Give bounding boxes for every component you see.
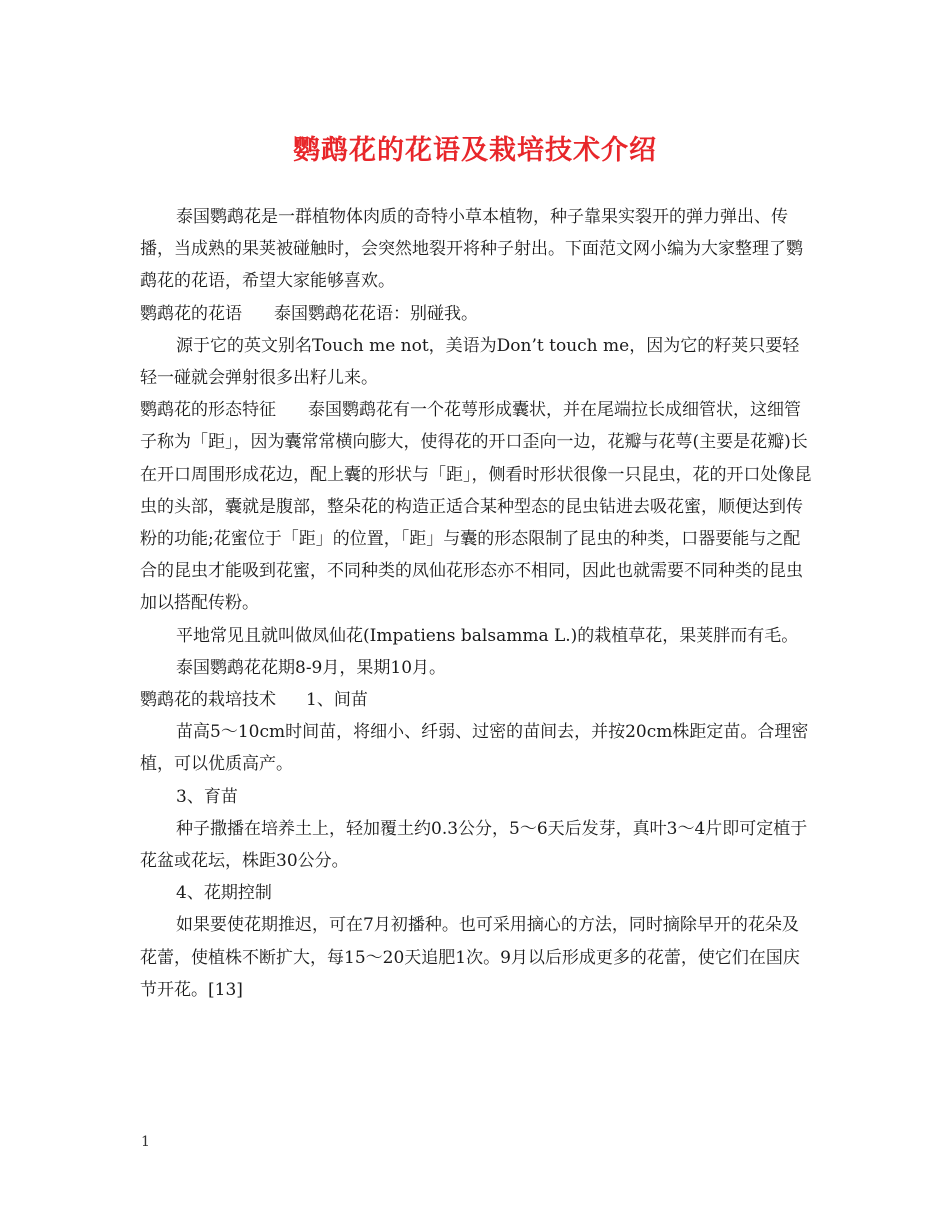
intro-paragraph: 泰国鹦鹉花是一群植物体肉质的奇特小草本植物，种子靠果实裂开的弹力弹出、传播，当成熟的果荚被碰触时，会突然地裂开将种子射出。下面范文网小编为大家整理了鹦鹉花的花语，希望大家能够喜欢。 <box>140 207 803 292</box>
origin-paragraph: 源于它的英文别名Touch me not，美语为Don’t touch me，因为它的籽荚只要轻轻一碰就会弹射很多出籽儿来。 <box>140 335 800 389</box>
huayu-heading: 鹦鹉花的花语 <box>140 303 242 324</box>
page-number: 1 <box>141 1134 150 1150</box>
pingdi-paragraph: 平地常见且就叫做凤仙花(Impatiens balsamma L.)的栽植草花，果荚胖而有毛。 <box>176 625 799 646</box>
huayu-text: 泰国鹦鹉花花语：别碰我。 <box>274 303 478 324</box>
form-paragraph <box>140 394 815 619</box>
step3-title: 3、育苗 <box>176 786 238 807</box>
step4-title: 4、花期控制 <box>176 883 272 904</box>
cultivation-heading: 鹦鹉花的栽培技术 <box>140 690 276 711</box>
step1-title: 1、间苗 <box>306 690 368 711</box>
form-text: 泰国鹦鹉花有一个花萼形成囊状，并在尾端拉长成细管状，这细管子称为「距」，因为囊常常横向膨大，使得花的开口歪向一边，花瓣与花萼(主要是花瓣)长在开口周围形成花边，配上囊的形状与「距」，侧看时形状很像一只昆虫，花的开口处像昆虫的头部，囊就是腹部，整朵花的构造正适合某种型态的昆虫钻进去吸花蜜，顺便达到传粉的功能;花蜜位于「距」的位置，「距」与囊的形态限制了昆虫的种类，口器要能与之配合的昆虫才能吸到花蜜，不同种类的凤仙花形态亦不相同，因此也就需要不同种类的昆虫加以搭配传粉。 <box>140 400 812 614</box>
step4-paragraph: 如果要使花期推迟，可在7月初播种。也可采用摘心的方法，同时摘除早开的花朵及花蕾，使植株不断扩大，每15～20天追肥1次。9月以后形成更多的花蕾，使它们在国庆节开花。[13] <box>140 915 800 1000</box>
period-paragraph: 泰国鹦鹉花花期8-9月，果期10月。 <box>176 657 447 678</box>
form-heading: 鹦鹉花的形态特征 <box>140 400 276 421</box>
page-title: 鹦鹉花的花语及栽培技术介绍 <box>293 135 657 166</box>
huayu-paragraph <box>140 298 815 330</box>
cultivation-paragraph <box>140 684 815 716</box>
document-body <box>140 201 815 1006</box>
step3-paragraph: 种子撒播在培养土上，轻加覆土约0.3公分，5～6天后发芽，真叶3～4片即可定植于花盆或花坛，株距30公分。 <box>140 818 808 872</box>
step1-paragraph: 苗高5～10cm时间苗，将细小、纤弱、过密的苗间去，并按20cm株距定苗。合理密植，可以优质高产。 <box>140 722 809 775</box>
